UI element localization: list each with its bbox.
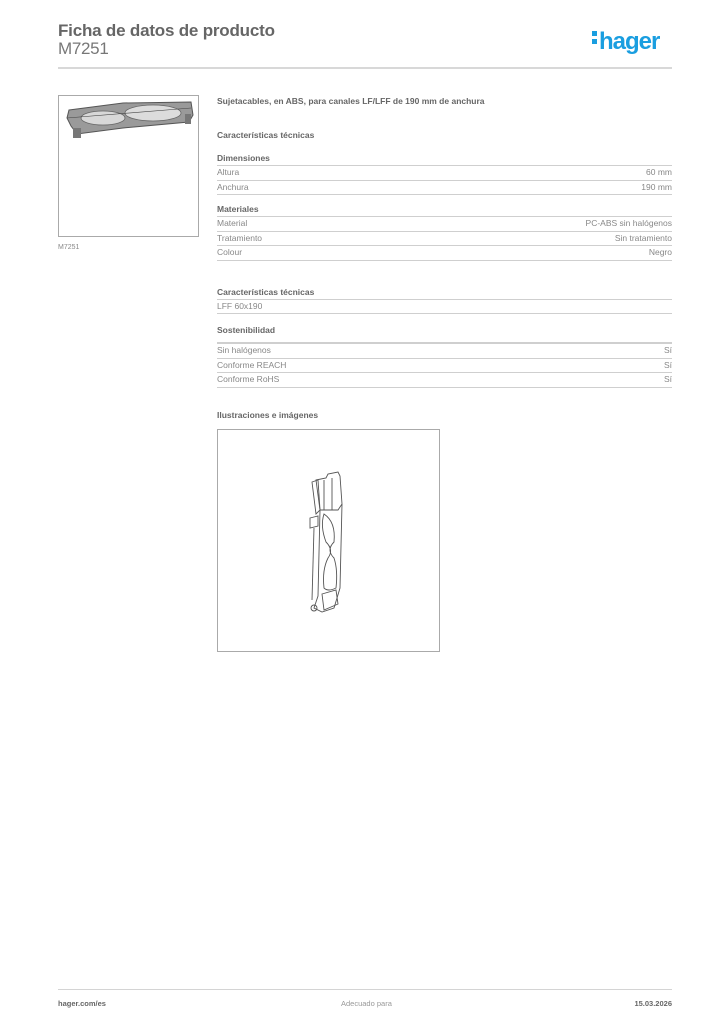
spec-row (217, 344, 672, 359)
spec-value: Sí (663, 345, 672, 355)
spec-block-sostenibilidad (217, 325, 672, 388)
footer-center-text: Adecuado para (341, 999, 392, 1008)
spec-label: Conforme RoHS (217, 374, 280, 384)
illustrations-title: Ilustraciones e imágenes (217, 410, 319, 420)
product-description: Sujetacables, en ABS, para canales LF/LFF de 190 mm de anchura (217, 96, 485, 106)
section-heading: Características técnicas (217, 130, 315, 140)
footer-website: hager.com/es (58, 999, 106, 1008)
cable-holder-drawing-icon (298, 470, 358, 615)
spec-block-caracteristicas (217, 287, 672, 315)
spec-value: Sí (663, 374, 672, 384)
thumbnail-caption: M7251 (58, 244, 80, 251)
spec-label: Colour (217, 247, 243, 257)
spec-label: Altura (217, 167, 240, 177)
spec-row (217, 246, 672, 261)
spec-value: 190 mm (641, 181, 672, 192)
spec-label: Anchura (217, 181, 249, 192)
spec-label: Material (217, 218, 248, 228)
spec-value: PC-ABS sin halógenos (585, 218, 672, 228)
spec-label: Sin halógenos (217, 345, 271, 355)
product-code: M7251 (58, 39, 109, 58)
spec-value: Sí (663, 359, 672, 370)
header-divider (58, 67, 672, 69)
spec-row (217, 373, 672, 388)
spec-label: LFF 60x190 (217, 300, 263, 311)
hager-logo (592, 28, 659, 56)
block-title: Sostenibilidad (217, 325, 672, 344)
block-title: Características técnicas (217, 287, 672, 300)
product-photo (58, 95, 199, 237)
spec-content (217, 96, 672, 388)
technical-drawing (217, 429, 440, 652)
spec-label: Conforme REACH (217, 359, 287, 370)
page-title: Ficha de datos de producto (58, 21, 275, 40)
block-title: Materiales (217, 204, 672, 217)
spec-value: Negro (648, 247, 672, 257)
spec-row (217, 300, 672, 315)
spec-value: Sin tratamiento (614, 232, 672, 243)
spec-row (217, 181, 672, 196)
spec-block-dimensiones (217, 153, 672, 195)
spec-row (217, 166, 672, 181)
cable-holder-photo-icon (63, 100, 195, 150)
block-title: Dimensiones (217, 153, 672, 166)
spec-label: Tratamiento (217, 232, 263, 243)
logo-text: hager (599, 28, 660, 55)
spec-row (217, 232, 672, 247)
spec-row (217, 359, 672, 374)
spec-row (217, 217, 672, 232)
spec-value: 60 mm (646, 167, 672, 177)
footer-date: 15.03.2026 (634, 999, 672, 1008)
spec-block-materiales (217, 204, 672, 261)
logo-colon-icon (592, 28, 597, 47)
footer-divider (58, 989, 672, 990)
